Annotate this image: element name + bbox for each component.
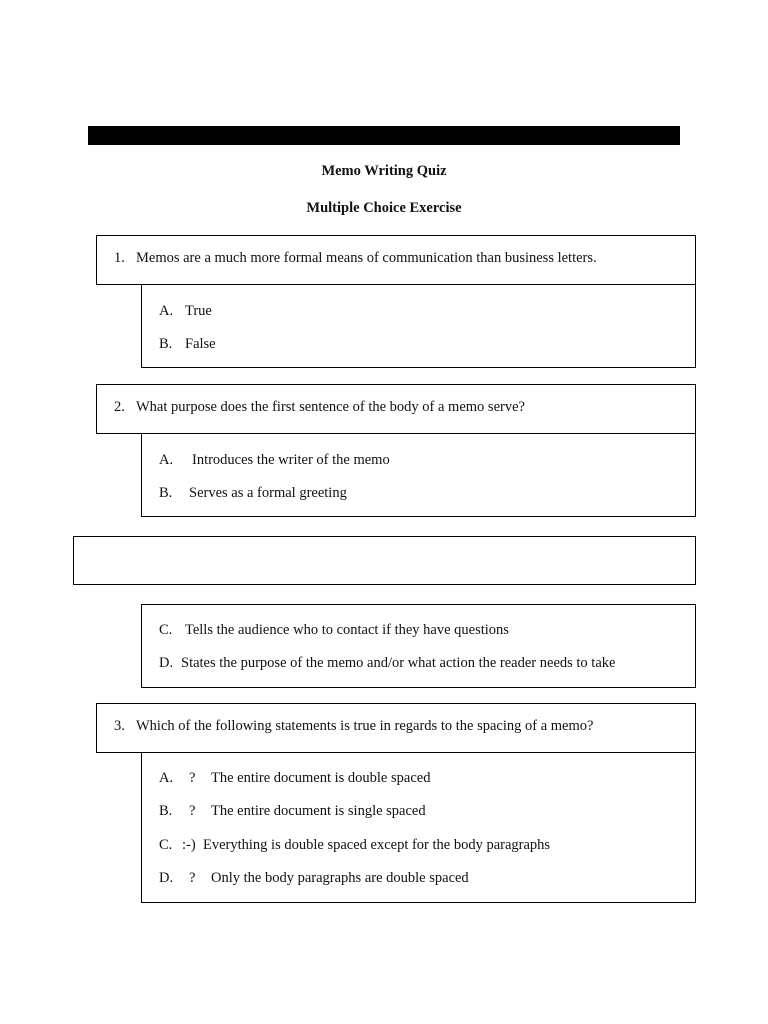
option-text: The entire document is double spaced — [211, 770, 431, 786]
header-bar — [88, 126, 680, 145]
question-1-answers — [141, 284, 696, 368]
question-2-number: 2. — [114, 399, 125, 415]
option-letter: C. — [159, 837, 173, 853]
option-letter: B. — [159, 803, 173, 819]
question-1-number: 1. — [114, 250, 125, 266]
empty-box — [73, 536, 696, 585]
option-text: False — [185, 336, 216, 352]
option-letter: B. — [159, 485, 173, 501]
option-text: The entire document is single spaced — [211, 803, 426, 819]
question-1-text: Memos are a much more formal means of communication than business letters. — [136, 250, 597, 266]
question-3-number: 3. — [114, 718, 125, 734]
option-text: True — [185, 303, 212, 319]
document-subtitle: Multiple Choice Exercise — [306, 200, 462, 216]
option-text: States the purpose of the memo and/or what action the reader needs to take — [181, 655, 616, 671]
option-letter: D. — [159, 870, 174, 886]
option-letter: D. — [159, 655, 174, 671]
option-marker: ? — [189, 870, 196, 886]
question-2-box — [96, 384, 696, 434]
option-marker: ? — [189, 770, 196, 786]
option-letter: A. — [159, 303, 174, 319]
option-letter: C. — [159, 622, 173, 638]
option-letter: A. — [159, 452, 174, 468]
question-1-box — [96, 235, 696, 285]
option-text: Only the body paragraphs are double spaced — [211, 870, 469, 886]
option-marker: ? — [189, 803, 196, 819]
option-text: Everything is double spaced except for the body paragraphs — [203, 837, 551, 853]
option-marker: :-) — [182, 837, 196, 853]
question-2-text: What purpose does the first sentence of the body of a memo serve? — [136, 399, 525, 415]
option-text: Tells the audience who to contact if they have questions — [185, 622, 509, 638]
option-text: Serves as a formal greeting — [189, 485, 347, 501]
question-3-answers — [141, 752, 696, 903]
question-2-answers-part-2 — [141, 604, 696, 688]
question-2-answers-part-1 — [141, 433, 696, 517]
option-letter: B. — [159, 336, 173, 352]
option-letter: A. — [159, 770, 174, 786]
question-3-text: Which of the following statements is true in regards to the spacing of a memo? — [136, 718, 594, 734]
question-3-box — [96, 703, 696, 753]
document-title: Memo Writing Quiz — [321, 163, 447, 179]
option-text: Introduces the writer of the memo — [192, 452, 390, 468]
